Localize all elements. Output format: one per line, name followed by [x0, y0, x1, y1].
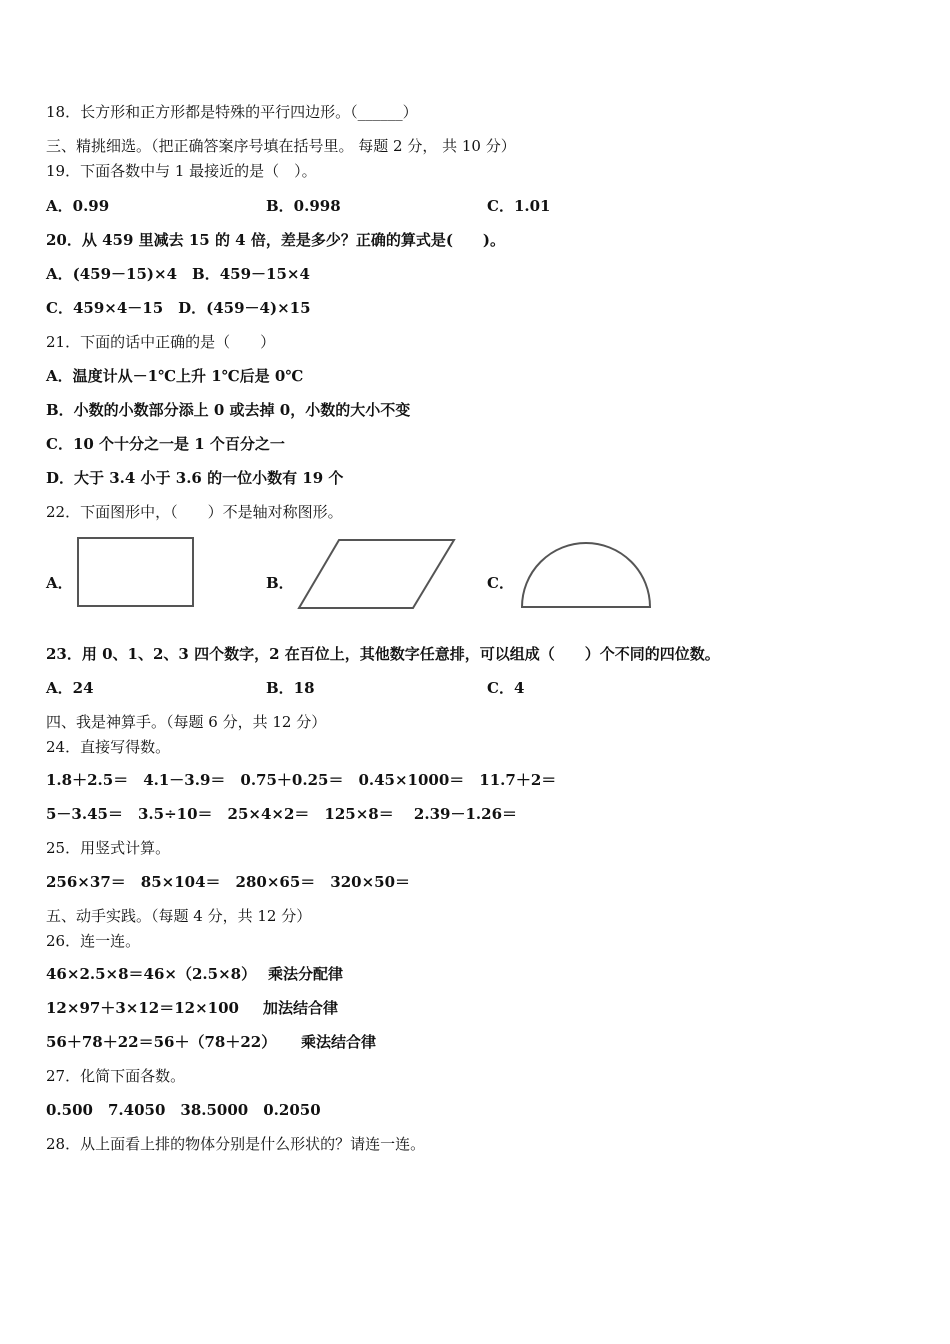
question-23-stem: 23．用 0、1、2、3 四个数字，2 在百位上，其他数字任意排，可以组成（ ）个不同的四位数。 [46, 645, 720, 663]
question-27-row-1: 0.500 7.4050 38.5000 0.2050 [46, 1101, 321, 1119]
rectangle-figure [76, 536, 196, 610]
question-26-law-1: 乘法分配律 [268, 965, 344, 983]
question-25-stem: 25．用竖式计算。 [46, 839, 171, 857]
question-21-option-b: B．小数的小数部分添上 0 或去掉 0，小数的大小不变 [46, 401, 411, 419]
question-22-option-b: B． [266, 574, 294, 592]
question-21-option-a: A．温度计从－1℃上升 1℃后是 0℃ [46, 367, 304, 385]
question-21-option-c: C．10 个十分之一是 1 个百分之一 [46, 435, 285, 453]
question-26-expression-3: 56＋78＋22＝56＋（78＋22） [46, 1033, 277, 1051]
question-20-stem: 20．从 459 里减去 15 的 4 倍，差是多少？正确的算式是( )。 [46, 231, 506, 249]
question-28: 28．从上面看上排的物体分别是什么形状的？请连一连。 [46, 1135, 426, 1153]
question-20-options-row-2: C．459×4－15 D．(459－4)×15 [46, 299, 311, 317]
question-20-options-row-1: A．(459－15)×4 B．459－15×4 [46, 265, 310, 283]
question-26-stem: 26．连一连。 [46, 932, 141, 950]
question-24-row-2: 5－3.45＝ 3.5÷10＝ 25×4×2＝ 125×8＝ 2.39－1.26＝ [46, 805, 517, 823]
question-21-stem: 21．下面的话中正确的是（ ） [46, 333, 276, 351]
parallelogram-figure [296, 537, 458, 611]
question-26-law-3: 乘法结合律 [301, 1033, 377, 1051]
question-22-stem: 22．下面图形中，（ ）不是轴对称图形。 [46, 503, 343, 521]
question-23-option-a: A．24 [46, 679, 94, 697]
section-3-heading: 三、精挑细选。（把正确答案序号填在括号里。 每题 2 分， 共 10 分） [46, 137, 516, 155]
section-4-heading: 四、我是神算手。（每题 6 分，共 12 分） [46, 713, 327, 731]
question-26-law-2: 加法结合律 [263, 999, 339, 1017]
question-18: 18．长方形和正方形都是特殊的平行四边形。（______） [46, 103, 418, 121]
question-27-stem: 27．化简下面各数。 [46, 1067, 186, 1085]
question-24-row-1: 1.8＋2.5＝ 4.1－3.9＝ 0.75＋0.25＝ 0.45×1000＝ 11.7＋2＝ [46, 771, 557, 789]
question-22-option-a: A． [46, 574, 73, 592]
question-26-expression-1: 46×2.5×8＝46×（2.5×8） [46, 965, 257, 983]
section-5-heading: 五、动手实践。（每题 4 分，共 12 分） [46, 907, 312, 925]
question-19-option-b: B．0.998 [266, 197, 341, 215]
question-19-stem: 19．下面各数中与 1 最接近的是（ ）。 [46, 162, 317, 180]
question-23-option-c: C．4 [487, 679, 525, 697]
question-26-expression-2: 12×97＋3×12＝12×100 [46, 999, 239, 1017]
question-19-option-c: C．1.01 [487, 197, 551, 215]
question-23-option-b: B．18 [266, 679, 315, 697]
question-19-option-a: A．0.99 [46, 197, 110, 215]
question-22-option-c: C． [487, 574, 514, 592]
question-25-row-1: 256×37＝ 85×104＝ 280×65＝ 320×50＝ [46, 873, 411, 891]
semicircle-figure [519, 538, 655, 612]
question-24-stem: 24．直接写得数。 [46, 738, 171, 756]
question-21-option-d: D．大于 3.4 小于 3.6 的一位小数有 19 个 [46, 469, 344, 487]
